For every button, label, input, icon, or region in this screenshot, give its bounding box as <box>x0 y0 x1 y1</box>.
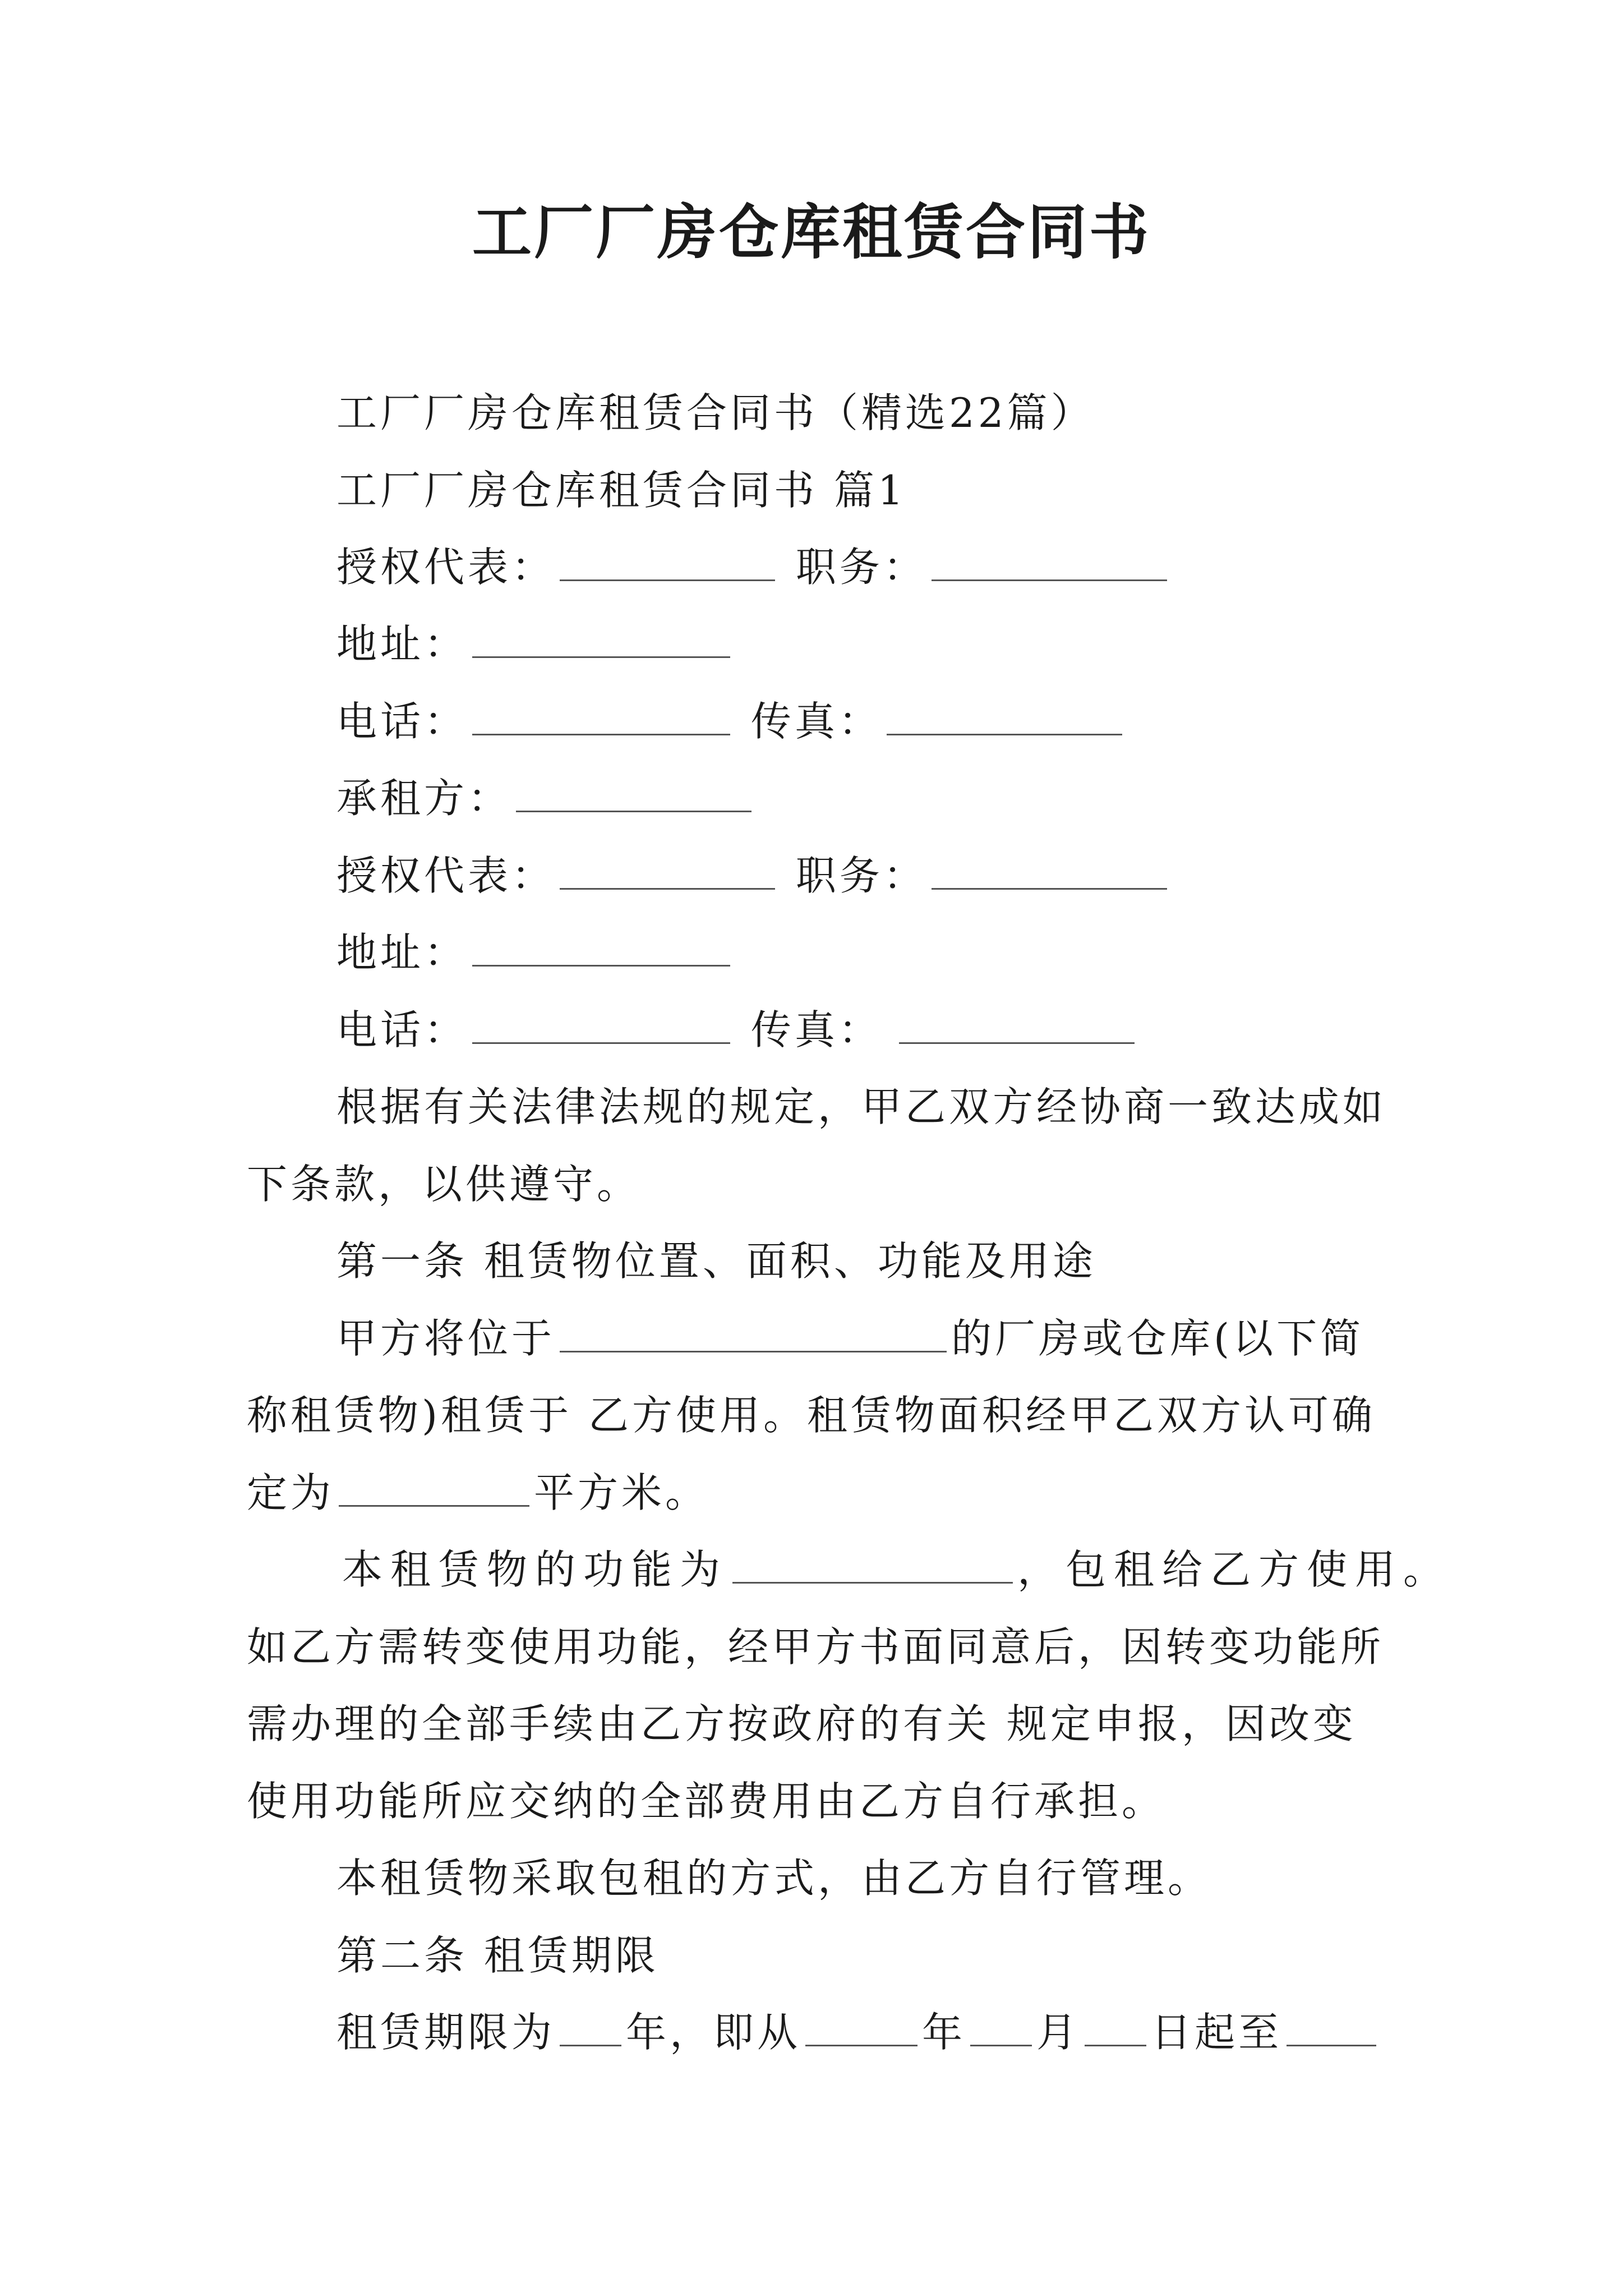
party-a-address-field[interactable] <box>472 625 730 658</box>
end-date-field[interactable] <box>1287 2013 1376 2046</box>
document-subtitle: 工厂厂房仓库租赁合同书（精选22篇） <box>336 389 1095 436</box>
article-1-p1-line-1 <box>336 1315 1364 1362</box>
party-a-fax-label: 传真： <box>750 698 882 745</box>
party-b-fax-label: 传真： <box>750 1006 882 1053</box>
start-month-field[interactable] <box>970 2013 1032 2046</box>
property-location-field[interactable] <box>560 1319 947 1352</box>
party-b-rep-field[interactable] <box>560 857 775 890</box>
party-b-address-field[interactable] <box>472 933 730 967</box>
party-b-phone-row <box>336 1006 1139 1053</box>
party-b-phone-label: 电话： <box>336 1006 468 1053</box>
party-b-fax-field[interactable] <box>899 1011 1135 1044</box>
article-2-p1-line-1 <box>336 2009 1381 2056</box>
party-a-rep-label: 授权代表： <box>336 544 556 591</box>
article-1-p1-line-2: 称租赁物)租赁于 乙方使用。租赁物面积经甲乙双方认可确 <box>247 1392 1376 1439</box>
party-b-phone-field[interactable] <box>472 1011 730 1044</box>
article-1-p2-text-b: ，包租给乙方使用。 <box>1017 1546 1452 1593</box>
party-a-fax-field[interactable] <box>887 702 1122 735</box>
property-area-field[interactable] <box>339 1474 529 1507</box>
article-1-p1-text-a: 甲方将位于 <box>336 1315 556 1362</box>
intro-line-2: 下条款，以供遵守。 <box>247 1161 641 1208</box>
article-2-text-b: 年，即从 <box>626 2009 801 2056</box>
party-b-rep-row <box>336 852 1172 899</box>
party-a-position-label: 职务： <box>795 544 927 591</box>
party-b-rep-label: 授权代表： <box>336 852 556 899</box>
party-b-name-label: 承租方： <box>336 775 512 822</box>
article-1-p1-line-3 <box>247 1469 709 1516</box>
party-a-rep-field[interactable] <box>560 548 775 581</box>
party-b-position-label: 职务： <box>795 852 927 899</box>
article-1-p1-line3-text-b: 平方米。 <box>534 1469 709 1516</box>
party-b-address-label: 地址： <box>336 929 468 976</box>
section-heading: 工厂厂房仓库租赁合同书 篇1 <box>336 467 907 514</box>
party-b-position-field[interactable] <box>932 857 1167 890</box>
party-b-address-row <box>336 929 735 976</box>
document-title: 工厂厂房仓库租赁合同书 <box>472 197 1151 267</box>
start-year-field[interactable] <box>805 2013 917 2046</box>
party-a-rep-row <box>336 544 1172 591</box>
article-1-heading: 第一条 租赁物位置、面积、功能及用途 <box>336 1237 1096 1285</box>
party-a-phone-field[interactable] <box>472 702 730 735</box>
article-2-text-a: 租赁期限为 <box>336 2009 556 2056</box>
party-b-name-field[interactable] <box>516 779 751 812</box>
lease-years-field[interactable] <box>560 2013 621 2046</box>
article-2-text-c: 年 <box>922 2009 966 2056</box>
party-a-position-field[interactable] <box>932 548 1167 581</box>
party-b-name-row <box>336 775 756 822</box>
article-1-p2-text-a: 本租赁物的功能为 <box>342 1546 728 1593</box>
party-a-address-label: 地址： <box>336 620 468 668</box>
party-a-address-row <box>336 620 735 668</box>
article-1-p3: 本租赁物采取包租的方式，由乙方自行管理。 <box>336 1855 1212 1902</box>
article-2-text-d: 月 <box>1036 2009 1081 2056</box>
article-2-text-e: 日起至 <box>1151 2009 1283 2056</box>
article-1-p1-line3-text-a: 定为 <box>247 1469 335 1516</box>
article-2-heading: 第二条 租赁期限 <box>336 1932 659 1979</box>
start-day-field[interactable] <box>1085 2013 1146 2046</box>
article-1-p1-text-b: 的厂房或仓库(以下简 <box>951 1315 1364 1362</box>
article-1-p2-line-1 <box>342 1546 1452 1593</box>
property-function-field[interactable] <box>732 1550 1013 1584</box>
article-1-p2-line-3: 需办理的全部手续由乙方按政府的有关 规定申报，因改变 <box>247 1700 1357 1747</box>
article-1-p2-line-2: 如乙方需转变使用功能，经甲方书面同意后，因转变功能所 <box>247 1623 1385 1671</box>
party-a-phone-label: 电话： <box>336 698 468 745</box>
article-1-p2-line-4: 使用功能所应交纳的全部费用由乙方自行承担。 <box>247 1778 1166 1825</box>
intro-line-1: 根据有关法律法规的规定，甲乙双方经协商一致达成如 <box>336 1083 1387 1130</box>
party-a-phone-row <box>336 698 1127 745</box>
